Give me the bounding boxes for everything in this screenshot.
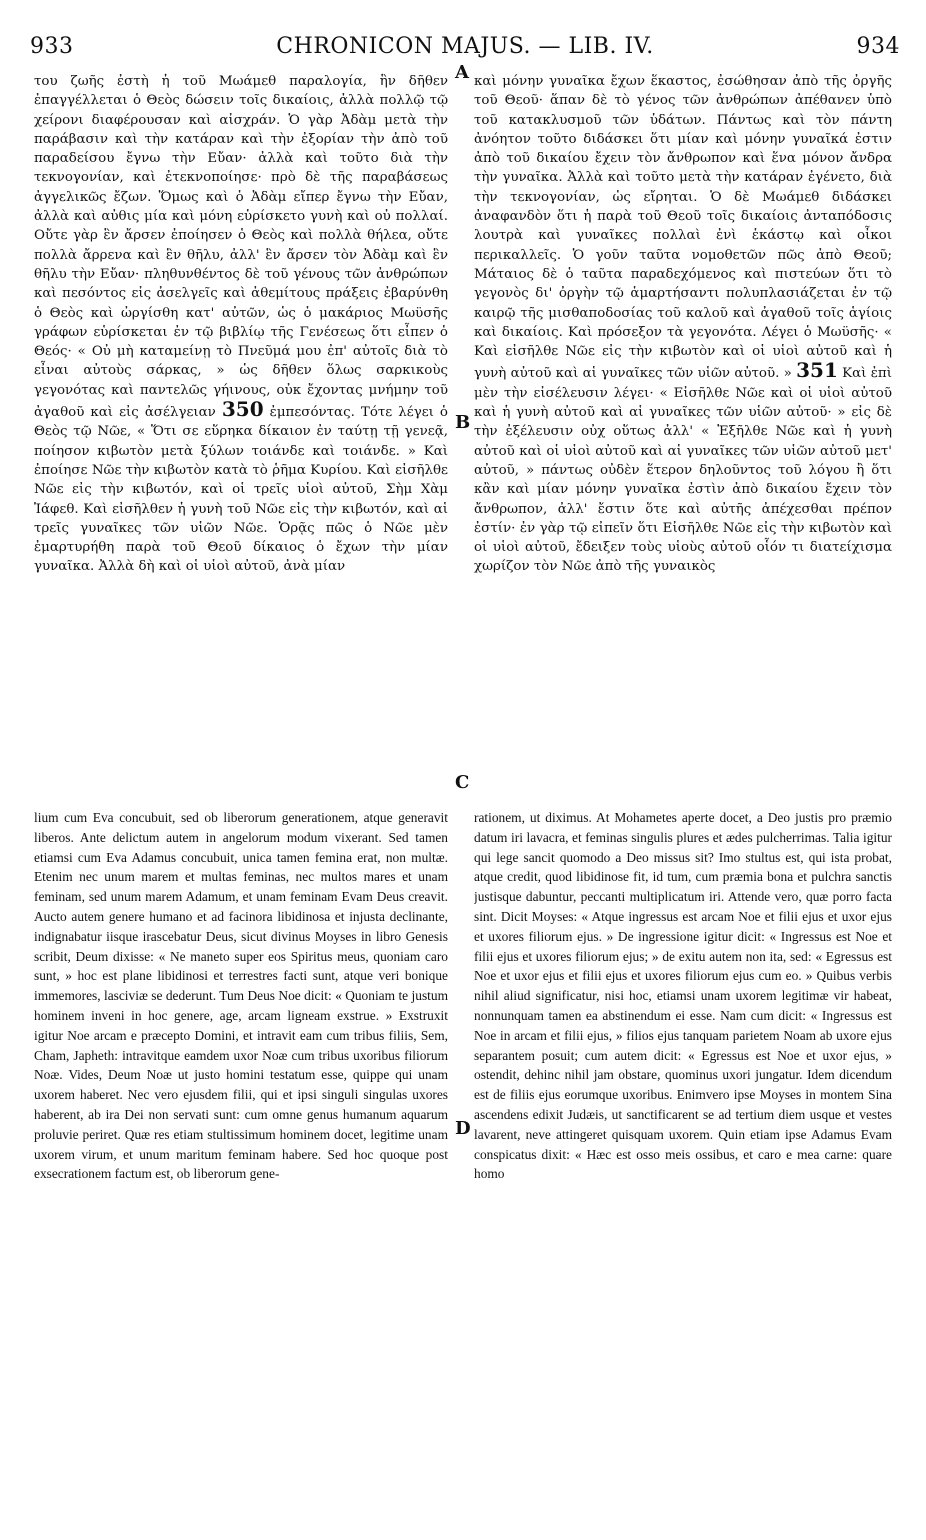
greek-column-right — [474, 72, 892, 792]
greek-right-text-2: Καὶ ἐπὶ μὲν τὴν εἰσέλευσιν λέγει· « Εἰσῆλθε Νῶε καὶ οἱ υἱοὶ αὐτοῦ καὶ ἡ γυνὴ αὐτοῦ καὶ αἱ γυναῖκες τῶν υἱῶν αὐτοῦ· » εἰς δὲ τὴν ἐξέλευσιν οὐχ οὕτως ἀλλ' « Ἐξῆλθε Νῶε καὶ ἡ γυνὴ αὐτοῦ καὶ οἱ υἱοὶ αὐτοῦ καὶ αἱ γυναῖκες τῶν υἱῶν αὐτοῦ μετ' αὐτοῦ, » πάντως οὐδὲν ἕτερον δηλοῦντος τοῦ λόγου ἢ ὅτι κἂν καὶ μίαν μόνην γυναῖκα ἐστὶν ἀπὸ δικαίου ἔχειν τὸν ἄνθρωπον, ἀλλ' ἔστιν ὅτε καὶ αὐτῆς ἀπέχεσθαι πρέπον ἐστίν· ἐν γὰρ τῷ εἰπεῖν ὅτι Εἰσῆλθε Νῶε εἰς τὴν κιβωτὸν καὶ οἱ υἱοὶ αὐτοῦ, ἔδειξεν τοὺς υἱοὺς αὐτοῦ οἷόν τι διατείχισμα χωρίζον τὸν Νῶε ἀπὸ τῆς γυναικὸς — [474, 366, 892, 575]
greek-left-text-2: ἐμπεσόντας. Τότε λέγει ὁ Θεὸς τῷ Νῶε, « Ὅτι σε εὕρηκα δίκαιον ἐν ταύτῃ τῇ γενεᾷ, ποίησον κιβωτὸν μετὰ ξύλων τοιάνδε καὶ τοιάνδε. » Καὶ ἐποίησε Νῶε τὴν κιβωτὸν κατὰ τὸ ῥῆμα Κυρίου. Καὶ εἰσῆλθε Νῶε εἰς τὴν κιβωτόν, καὶ οἱ τρεῖς υἱοὶ αὐτοῦ, Σὴμ Χὰμ Ἰάφεθ. Καὶ εἰσῆλθεν ἡ γυνὴ τοῦ Νῶε εἰς τὴν κιβωτόν, καὶ αἱ τρεῖς γυναῖκες τῶν υἱῶν Νῶε. Ὁρᾷς πῶς ὁ Νῶε μὲν ἐμαρτυρήθη παρὰ τοῦ Θεοῦ δίκαιος ὁ ἔχων τὴν μίαν γυναῖκα. Ἀλλὰ δὴ καὶ οἱ υἱοὶ αὐτοῦ, ἀνὰ μίαν — [34, 405, 448, 575]
latin-column-right — [474, 808, 892, 1518]
greek-right-text-1: καὶ μόνην γυναῖκα ἔχων ἕκαστος, ἐσώθησαν ἀπὸ τῆς ὀργῆς τοῦ Θεοῦ· ἅπαν δὲ τὸ γένος τῶν ἀνθρώπων ἀπέθανεν ὑπὸ τοῦ κατακλυσμοῦ τῶν ὑδάτων. Πάντως καὶ τὸν πάντη ἀνόητον τοῦτο διδάσκει ὅτι μίαν καὶ μόνην γυναῖκά ἐστιν ἀπὸ τοῦ δικαίου ἔχειν τὸν ἄνθρωπον καὶ ἕνα μόνον ἄνδρα τὴν γυναῖκα. Ἀλλὰ καὶ τοῦτο μετὰ τὴν κατάραν ἐγένετο, διὰ τὴν τεκνογονίαν, ὡς εἴρηται. Ὁ δὲ Μωάμεθ διδάσκει ἀναφανδὸν ὅτι ἡ παρὰ τοῦ Θεοῦ τοῖς δικαίοις ἀνταπόδοσις λουτρὰ καὶ γυναῖκες πολλαὶ ἐνὶ ἑκάστῳ καὶ οἶκοι περικαλλεῖς. Ὁ γοῦν ταῦτα νομοθετῶν πῶς ἀπὸ Θεοῦ; Μάταιος δὲ ὁ ταῦτα παραδεχόμενος καὶ πιστεύων ὅτι τὸ γεγονὸς δι' ὀργὴν τῷ ἁμαρτήσαντι πολυπλασιάζεται ἐν τῷ καιρῷ τῆς μισθαποδοσίας τοῦ καλοῦ καὶ ἀγαθοῦ τοῖς ἁγίοις καὶ δικαίοις. Καὶ πρόσεξον τὰ γεγονότα. Λέγει ὁ Μωϋσῆς· « Καὶ εἰσῆλθε Νῶε εἰς τὴν κιβωτὸν καὶ οἱ υἱοὶ αὐτοῦ καὶ ἡ γυνὴ αὐτοῦ καὶ αἱ γυναῖκες τῶν υἱῶν αὐτοῦ. » — [474, 74, 892, 382]
greek-left-text-1: του ζωῆς ἐστὴ ἡ τοῦ Μωάμεθ παραλογία, ἣν δῆθεν ἐπαγγέλλεται ὁ Θεὸς δώσειν τοῖς δικαίοις, ἀλλὰ πολλῷ τῷ χείρονι διαφέρουσαν καὶ αἰσχράν. Ὁ γὰρ Ἀδὰμ μετὰ τὴν παράβασιν καὶ τὴν κατάραν καὶ τὴν ἐξορίαν τὴν ἀπὸ τοῦ παραδείσου ἔγνω τὴν Εὔαν· ἀλλὰ καὶ τοῦτο διὰ τὴν τεκνογονίαν, καὶ ἐτεκνοποίησε· πρὸ δὲ τῆς παραβάσεως ἀγγελικῶς ἔζων. Ὅμως καὶ ὁ Ἀδὰμ εἴπερ ἔγνω τὴν Εὔαν, ἀλλὰ καὶ αὐθις μία καὶ μόνη εὑρίσκετο γυνὴ καὶ οὐ πολλαί. Οὔτε γὰρ ἓν ἄρσεν ἐποίησεν ὁ Θεὸς καὶ πολλὰ θήλεα, οὔτε πολλὰ ἄρρενα καὶ ἓν θῆλυ, ἀλλ' ἓν ἄρσεν τὸν Ἀδὰμ καὶ ἓν θῆλυ τὴν Εὔαν· πληθυνθέντος δὲ τοῦ γένους τῶν ἀνθρώπων καὶ πεσόντος εἰς ἀσελγεῖς καὶ ἀθεμίτους πράξεις ἐβαρύνθη ὁ Θεὸς καὶ ὠργίσθη κατ' αὐτῶν, ὡς ὁ μακάριος Μωϋσῆς γράφων εὑρίσκεται ἐν τῷ βιβλίῳ τῆς Γενέσεως ὅτι εἶπεν ὁ Θεός· « Οὐ μὴ καταμείνῃ τὸ Πνεῦμά μου ἐπ' αὐτοῖς διὰ τὸ εἶναι αὐτοὺς σάρκας, » ὡς δῆθεν ὅλως σαρκικοὺς γεγονότας καὶ παντελῶς γήινους, οὐκ ἔχοντας μνήμην τοῦ ἀγαθοῦ καὶ εἰς ἀσέλγειαν — [34, 74, 448, 421]
page-number-right: 934 — [856, 34, 900, 59]
latin-left-text: lium cum Eva concubuit, sed ob liberorum generationem, atque generavit liberos. Ante delictum autem in angelorum modum vixerant. Sed tamen etiamsi cum Eva Adamus concubuit, unica tamen femina erat, non multæ. Etenim nec unum marem et multas feminas, nec multos mares et unam feminam, sed unum marem Adamum, et unam feminam Evam Deus creavit. Aucto autem genere humano et ad facinora libidinosa et injusta declinante, indignabatur iisque irascebatur Deus, sicut divinus Moyses in libro Genesis scribit, Deum dixisse: « Ne maneto super eos Spiritus meus, quoniam caro sunt, » hoc est plane libidinosi et terrestres facti sunt, atque veri bonique immemores, lasciviæ se dederunt. Tum Deus Noe dicit: « Quoniam te justum hominem inveni in hoc genere, age, arcam ligneam exstrue. » Exstruxit igitur Noe arcam e præcepto Domini, et intravit eam cum tribus filiis, Sem, Cham, Japheth: intravitque eamdem uxor Noæ cum tribus uxoribus filiorum Noæ. Vides, Deum Noæ ut justo homini testatum esse, quippe qui unam uxorem haberet. Nec vero ejusdem filii, qui et ipsi singuli singulas uxores haberent, ab ira Dei non servati sunt: cum omne genus humanum aquarum proluvie periret. Quæ res etiam stultissimum hominem docet, legitime unam uxorem virum, et unum maritum feminam habere. Sed hoc quoque post exsecrationem factum est, ob liberorum gene- — [34, 810, 448, 1182]
latin-column-left — [34, 808, 448, 1518]
running-header — [30, 22, 900, 62]
page-number-left: 933 — [30, 34, 74, 59]
margin-marker-c: C — [455, 772, 470, 793]
margin-marker-d: D — [455, 1118, 471, 1139]
margin-marker-a: A — [455, 62, 469, 83]
section-number-351: 351 — [796, 358, 838, 383]
margin-marker-b: B — [455, 412, 471, 433]
running-title: CHRONICON MAJUS. — LIB. IV. — [276, 34, 654, 59]
latin-right-text: rationem, ut diximus. At Mohametes aperte docet, a Deo justis pro præmio datum iri lavacra, et feminas singulis plures et ædes pulcherrimas. Talia igitur qui lege sancit quomodo a Deo missus sit? Imo stultus est, qui ista probat, atque credit, quod libidinose fit, id tum, cum præmia bona et pulchra sanctis justisque dabuntur, peccanti multiplicatum iri. Attende vero, quæ porro facta sint. Dicit Moyses: « Atque ingressus est arcam Noe et filii ejus et uxor ejus et uxores filiorum ejus. » De ingressione igitur dicit: « Ingressus est Noe et filii ejus et uxores filiorum ejus; » de exitu autem non ita, sed: « Egressus est Noe et uxor ejus et filii ejus et uxores filiorum ejus cum eo. » Quibus verbis nihil aliud significatur, nisi hoc, etiamsi unam uxorem legitimæ vir habeat, nonnunquam tamen ea abstinendum ei esse. Nam cum dicit: « Ingressus est Noe in arcam et filii ejus, » filios ejus tanquam parietem Noam ab uxore ejus separantem posuit; cum autem dicit: « Egressus est Noe et uxor ejus, » ostendit, dehinc nihil jam obstare, quominus uxori jungatur. Idem dicendum est de filiis ejus eorumque uxoribus. Enimvero ipse Moyses in montem Sina ascendens edixit Judæis, ut sanctificarent se ad tertium diem usque et vestes lavarent, neve attingeret quisquam uxorem. Quin etiam ipse Adamus Evam conspicatus dixit: « Hæc est osso meis ossibus, et caro e mea carne: quare homo — [474, 810, 892, 1182]
section-number-350: 350 — [221, 397, 264, 422]
greek-column-left — [34, 72, 448, 792]
